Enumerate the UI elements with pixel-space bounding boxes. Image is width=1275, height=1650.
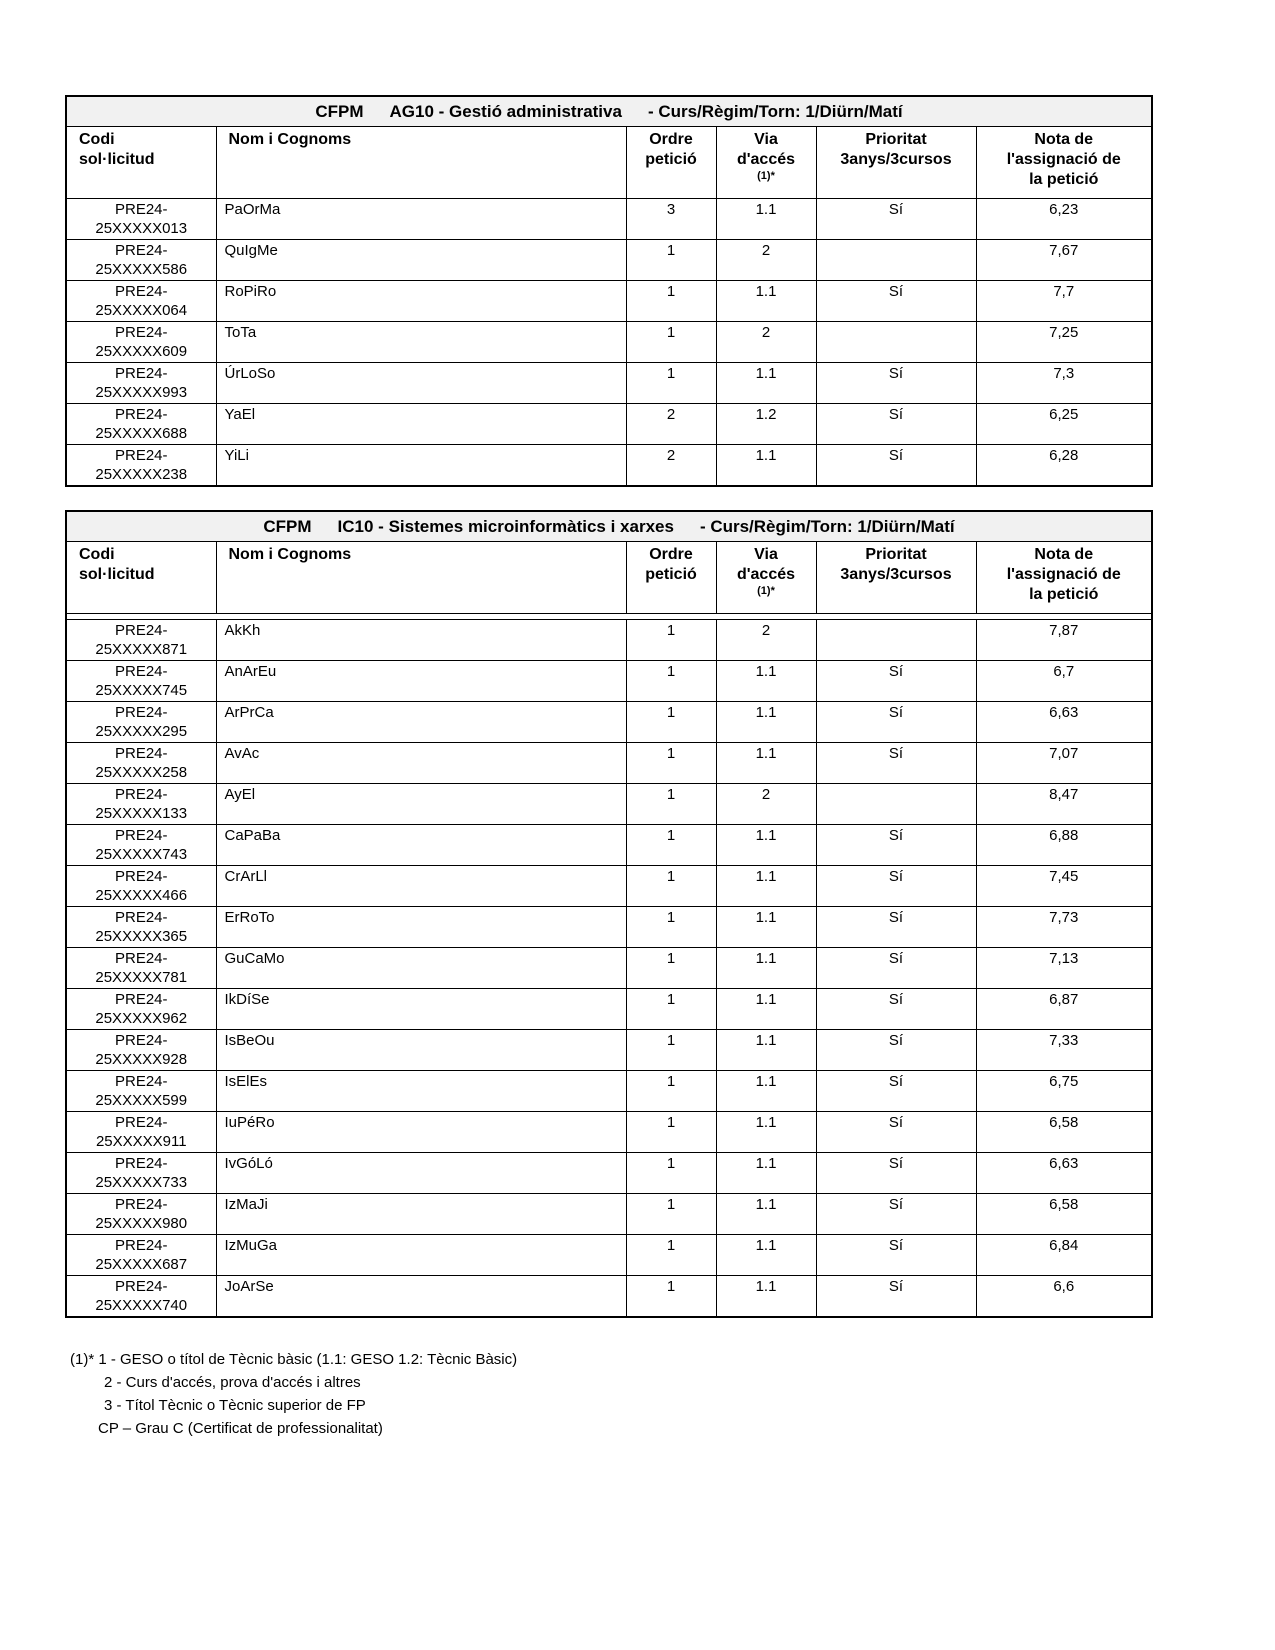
admission-table-ic10 (65, 510, 1151, 1318)
table-row (66, 989, 1152, 1030)
cell-codi: PRE24- 25XXXXX733 (66, 1153, 216, 1194)
cell-nota: 6,25 (976, 404, 1152, 445)
cell-prioritat: Sí (816, 743, 976, 784)
cell-ordre: 1 (626, 363, 716, 404)
cell-nota: 6,58 (976, 1194, 1152, 1235)
table-row (66, 322, 1152, 363)
cell-via: 1.1 (716, 825, 816, 866)
cell-nota: 7,25 (976, 322, 1152, 363)
cell-prioritat (816, 322, 976, 363)
table-title (66, 96, 1152, 127)
column-header-codi: Codi sol·licitud (66, 127, 216, 199)
cell-nom: AyEl (216, 784, 626, 825)
cell-ordre: 1 (626, 825, 716, 866)
cell-prioritat: Sí (816, 1030, 976, 1071)
column-header-via: Via d'accés (1)* (716, 127, 816, 199)
cell-codi: PRE24- 25XXXXX295 (66, 702, 216, 743)
cell-via: 1.1 (716, 948, 816, 989)
cell-ordre: 1 (626, 702, 716, 743)
column-header-codi: Codi sol·licitud (66, 542, 216, 614)
cell-via: 2 (716, 240, 816, 281)
cell-ordre: 1 (626, 620, 716, 661)
cell-nota: 7,7 (976, 281, 1152, 322)
cell-nota: 6,28 (976, 445, 1152, 487)
cell-via: 1.1 (716, 363, 816, 404)
table-row (66, 1235, 1152, 1276)
cell-prioritat: Sí (816, 404, 976, 445)
cell-ordre: 1 (626, 907, 716, 948)
cell-via: 1.1 (716, 702, 816, 743)
cell-codi: PRE24- 25XXXXX133 (66, 784, 216, 825)
cell-codi: PRE24- 25XXXXX586 (66, 240, 216, 281)
cell-ordre: 1 (626, 240, 716, 281)
admission-table-ag10 (65, 95, 1151, 487)
cell-nom: CaPaBa (216, 825, 626, 866)
cell-prioritat: Sí (816, 989, 976, 1030)
table-row (66, 240, 1152, 281)
cell-prioritat: Sí (816, 1235, 976, 1276)
cell-nota: 7,73 (976, 907, 1152, 948)
cell-ordre: 1 (626, 1030, 716, 1071)
cell-via: 1.1 (716, 743, 816, 784)
title-program: IC10 - Sistemes microinformàtics i xarxes (337, 516, 674, 536)
cell-ordre: 2 (626, 445, 716, 487)
cell-codi: PRE24- 25XXXXX962 (66, 989, 216, 1030)
cell-nota: 7,87 (976, 620, 1152, 661)
table-row (66, 1071, 1152, 1112)
table-row (66, 743, 1152, 784)
title-cfpm: CFPM (263, 516, 312, 536)
cell-ordre: 3 (626, 199, 716, 240)
column-header-prioritat: Prioritat 3anys/3cursos (816, 127, 976, 199)
column-header-nota: Nota de l'assignació de la petició (976, 127, 1152, 199)
footnote-line: (1)* 1 - GESO o títol de Tècnic bàsic (1.1: GESO 1.2: Tècnic Bàsic) (70, 1351, 518, 1368)
cell-nota: 8,47 (976, 784, 1152, 825)
results-table (65, 95, 1153, 487)
cell-codi: PRE24- 25XXXXX980 (66, 1194, 216, 1235)
table-row (66, 199, 1152, 240)
table-row (66, 620, 1152, 661)
table-title (66, 511, 1152, 542)
cell-codi: PRE24- 25XXXXX781 (66, 948, 216, 989)
cell-ordre: 1 (626, 948, 716, 989)
table-row (66, 363, 1152, 404)
cell-nom: AnArEu (216, 661, 626, 702)
cell-prioritat: Sí (816, 1071, 976, 1112)
title-cfpm: CFPM (315, 101, 364, 121)
cell-codi: PRE24- 25XXXXX993 (66, 363, 216, 404)
cell-nota: 6,58 (976, 1112, 1152, 1153)
cell-codi: PRE24- 25XXXXX609 (66, 322, 216, 363)
cell-via: 1.1 (716, 661, 816, 702)
cell-codi: PRE24- 25XXXXX688 (66, 404, 216, 445)
cell-nota: 7,07 (976, 743, 1152, 784)
cell-nota: 6,23 (976, 199, 1152, 240)
cell-nom: AkKh (216, 620, 626, 661)
cell-nom: JoArSe (216, 1276, 626, 1318)
cell-ordre: 1 (626, 661, 716, 702)
cell-nom: RoPiRo (216, 281, 626, 322)
cell-nota: 7,67 (976, 240, 1152, 281)
cell-nom: IzMaJi (216, 1194, 626, 1235)
table-row (66, 948, 1152, 989)
cell-prioritat: Sí (816, 702, 976, 743)
cell-ordre: 1 (626, 1153, 716, 1194)
cell-codi: PRE24- 25XXXXX743 (66, 825, 216, 866)
cell-prioritat: Sí (816, 1112, 976, 1153)
cell-via: 2 (716, 620, 816, 661)
cell-via: 1.1 (716, 1194, 816, 1235)
cell-nota: 7,45 (976, 866, 1152, 907)
column-header-nota: Nota de l'assignació de la petició (976, 542, 1152, 614)
cell-nota: 7,3 (976, 363, 1152, 404)
cell-codi: PRE24- 25XXXXX928 (66, 1030, 216, 1071)
table-row (66, 784, 1152, 825)
cell-codi: PRE24- 25XXXXX258 (66, 743, 216, 784)
cell-prioritat: Sí (816, 1153, 976, 1194)
cell-codi: PRE24- 25XXXXX871 (66, 620, 216, 661)
cell-prioritat: Sí (816, 948, 976, 989)
cell-ordre: 1 (626, 1071, 716, 1112)
cell-nom: PaOrMa (216, 199, 626, 240)
cell-nom: YaEl (216, 404, 626, 445)
table-row (66, 702, 1152, 743)
cell-nom: IkDíSe (216, 989, 626, 1030)
cell-via: 1.1 (716, 1276, 816, 1318)
footnote-line: 2 - Curs d'accés, prova d'accés i altres (104, 1374, 361, 1391)
cell-via: 1.1 (716, 1071, 816, 1112)
cell-ordre: 1 (626, 743, 716, 784)
cell-nom: GuCaMo (216, 948, 626, 989)
cell-via: 1.1 (716, 1030, 816, 1071)
cell-codi: PRE24- 25XXXXX365 (66, 907, 216, 948)
cell-prioritat: Sí (816, 363, 976, 404)
cell-nota: 6,75 (976, 1071, 1152, 1112)
cell-via: 1.1 (716, 989, 816, 1030)
cell-ordre: 2 (626, 404, 716, 445)
cell-nom: IzMuGa (216, 1235, 626, 1276)
cell-prioritat: Sí (816, 825, 976, 866)
cell-prioritat: Sí (816, 907, 976, 948)
cell-nom: QuIgMe (216, 240, 626, 281)
cell-nom: ÚrLoSo (216, 363, 626, 404)
cell-nom: YiLi (216, 445, 626, 487)
cell-codi: PRE24- 25XXXXX064 (66, 281, 216, 322)
cell-prioritat: Sí (816, 661, 976, 702)
column-header-nom: Nom i Cognoms (216, 127, 626, 199)
cell-ordre: 1 (626, 1112, 716, 1153)
cell-prioritat: Sí (816, 199, 976, 240)
table-row (66, 445, 1152, 487)
cell-ordre: 1 (626, 1194, 716, 1235)
cell-via: 1.1 (716, 199, 816, 240)
cell-nota: 6,63 (976, 702, 1152, 743)
title-program: AG10 - Gestió administrativa (389, 101, 622, 121)
cell-prioritat: Sí (816, 445, 976, 487)
cell-nota: 7,13 (976, 948, 1152, 989)
cell-codi: PRE24- 25XXXXX013 (66, 199, 216, 240)
table-row (66, 866, 1152, 907)
cell-ordre: 1 (626, 1276, 716, 1318)
cell-via: 2 (716, 322, 816, 363)
cell-codi: PRE24- 25XXXXX740 (66, 1276, 216, 1318)
cell-prioritat: Sí (816, 1276, 976, 1318)
cell-nota: 6,6 (976, 1276, 1152, 1318)
cell-prioritat (816, 784, 976, 825)
table-row (66, 1153, 1152, 1194)
cell-nom: ArPrCa (216, 702, 626, 743)
cell-nom: CrArLl (216, 866, 626, 907)
cell-ordre: 1 (626, 281, 716, 322)
table-row (66, 825, 1152, 866)
cell-ordre: 1 (626, 1235, 716, 1276)
table-row (66, 1194, 1152, 1235)
footnote-line: 3 - Títol Tècnic o Tècnic superior de FP (104, 1397, 366, 1414)
table-row (66, 281, 1152, 322)
column-header-ordre: Ordre petició (626, 542, 716, 614)
cell-nota: 6,7 (976, 661, 1152, 702)
column-header-nom: Nom i Cognoms (216, 542, 626, 614)
cell-nom: IsElEs (216, 1071, 626, 1112)
cell-ordre: 1 (626, 322, 716, 363)
table-row (66, 1030, 1152, 1071)
cell-prioritat: Sí (816, 281, 976, 322)
table-row (66, 1112, 1152, 1153)
cell-via: 1.2 (716, 404, 816, 445)
cell-via: 1.1 (716, 866, 816, 907)
results-table (65, 510, 1153, 1318)
cell-via: 1.1 (716, 1235, 816, 1276)
cell-nom: AvAc (216, 743, 626, 784)
cell-nom: IsBeOu (216, 1030, 626, 1071)
cell-codi: PRE24- 25XXXXX687 (66, 1235, 216, 1276)
cell-via: 1.1 (716, 281, 816, 322)
cell-codi: PRE24- 25XXXXX745 (66, 661, 216, 702)
column-header-ordre: Ordre petició (626, 127, 716, 199)
cell-via: 1.1 (716, 1153, 816, 1194)
column-header-prioritat: Prioritat 3anys/3cursos (816, 542, 976, 614)
cell-via: 1.1 (716, 1112, 816, 1153)
cell-prioritat: Sí (816, 866, 976, 907)
cell-nom: ToTa (216, 322, 626, 363)
column-header-via: Via d'accés (1)* (716, 542, 816, 614)
title-torn: - Curs/Règim/Torn: 1/Diürn/Matí (699, 516, 955, 536)
cell-nom: ErRoTo (216, 907, 626, 948)
table-row (66, 907, 1152, 948)
cell-via: 1.1 (716, 907, 816, 948)
cell-nom: IvGóLó (216, 1153, 626, 1194)
cell-nota: 6,88 (976, 825, 1152, 866)
cell-prioritat (816, 620, 976, 661)
cell-ordre: 1 (626, 784, 716, 825)
footnote-line: CP – Grau C (Certificat de professionalitat) (98, 1420, 383, 1437)
cell-codi: PRE24- 25XXXXX238 (66, 445, 216, 487)
table-row (66, 661, 1152, 702)
cell-nota: 6,87 (976, 989, 1152, 1030)
cell-via: 1.1 (716, 445, 816, 487)
cell-via: 2 (716, 784, 816, 825)
cell-codi: PRE24- 25XXXXX466 (66, 866, 216, 907)
cell-nota: 6,63 (976, 1153, 1152, 1194)
cell-prioritat (816, 240, 976, 281)
cell-codi: PRE24- 25XXXXX911 (66, 1112, 216, 1153)
footnotes (70, 1348, 517, 1440)
cell-nom: IuPéRo (216, 1112, 626, 1153)
title-torn: - Curs/Règim/Torn: 1/Diürn/Matí (647, 101, 903, 121)
cell-nota: 6,84 (976, 1235, 1152, 1276)
cell-ordre: 1 (626, 866, 716, 907)
cell-prioritat: Sí (816, 1194, 976, 1235)
cell-ordre: 1 (626, 989, 716, 1030)
table-row (66, 1276, 1152, 1318)
cell-codi: PRE24- 25XXXXX599 (66, 1071, 216, 1112)
cell-nota: 7,33 (976, 1030, 1152, 1071)
table-row (66, 404, 1152, 445)
